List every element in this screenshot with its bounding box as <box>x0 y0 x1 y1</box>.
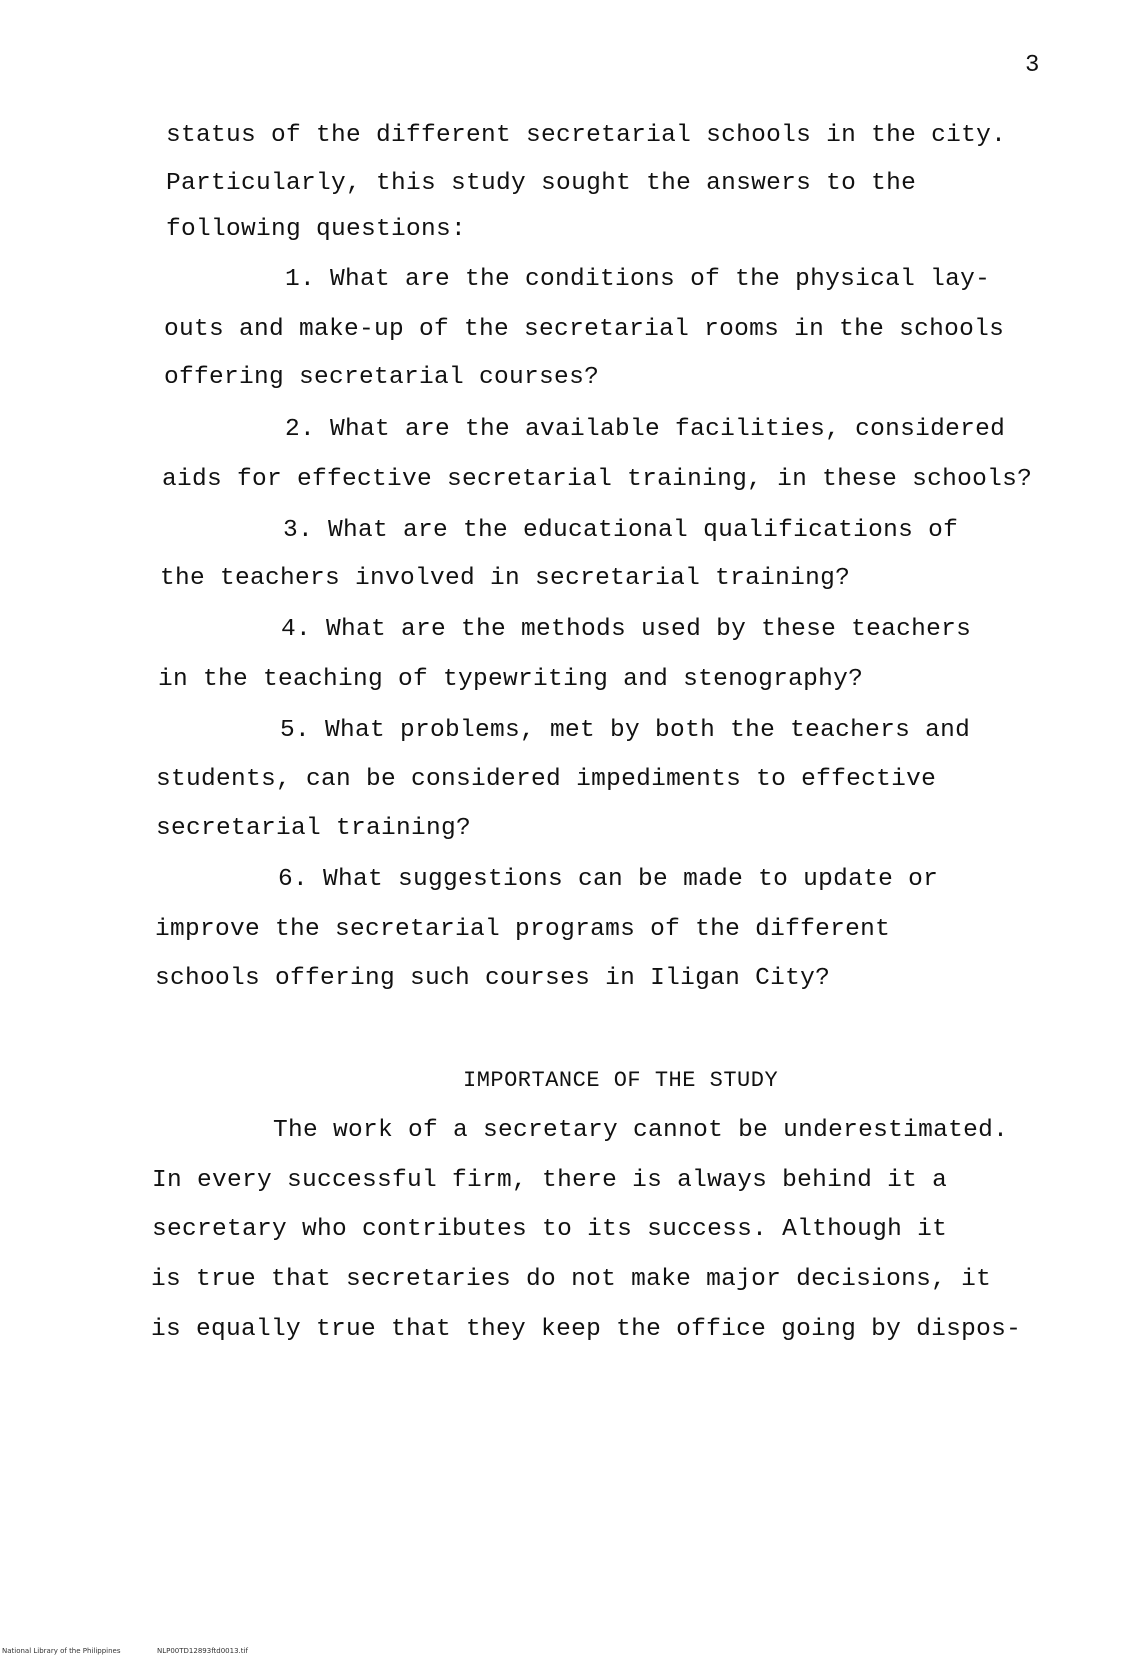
question-4-line-2: in the teaching of typewriting and stenography? <box>158 666 864 693</box>
importance-line-4: is true that secretaries do not make major decisions, it <box>151 1266 992 1293</box>
importance-line-1: The work of a secretary cannot be underestimated. <box>273 1117 1009 1144</box>
footer-library: National Library of the Philippines <box>2 1647 121 1655</box>
question-6-line-2: improve the secretarial programs of the different <box>155 916 891 943</box>
question-2-line-2: aids for effective secretarial training, in these schools? <box>162 466 1033 493</box>
section-heading: IMPORTANCE OF THE STUDY <box>463 1068 779 1093</box>
importance-line-3: secretary who contributes to its success. Although it <box>152 1216 948 1243</box>
importance-line-2: In every successful firm, there is always behind it a <box>152 1167 948 1194</box>
importance-line-5: is equally true that they keep the office going by dispos- <box>151 1316 1022 1343</box>
question-4-line-1: 4. What are the methods used by these teachers <box>281 616 972 643</box>
question-1-line-2: outs and make-up of the secretarial rooms in the schools <box>164 316 1005 343</box>
intro-line-1: status of the different secretarial schools in the city. <box>166 122 1007 149</box>
question-6-line-3: schools offering such courses in Iligan City? <box>155 965 831 992</box>
question-2-line-1: 2. What are the available facilities, considered <box>285 416 1006 443</box>
question-5-line-1: 5. What problems, met by both the teachers and <box>280 717 971 744</box>
intro-line-2: Particularly, this study sought the answers to the <box>166 170 917 197</box>
question-5-line-3: secretarial training? <box>156 815 472 842</box>
question-1-line-1: 1. What are the conditions of the physical lay- <box>285 266 991 293</box>
page-number: 3 <box>1025 52 1040 79</box>
question-1-line-3: offering secretarial courses? <box>164 364 600 391</box>
question-6-line-1: 6. What suggestions can be made to update or <box>278 866 939 893</box>
footer-file-id: NLP00TD12893ftd0013.tif <box>157 1647 248 1655</box>
intro-line-3: following questions: <box>166 216 467 243</box>
question-5-line-2: students, can be considered impediments to effective <box>156 766 937 793</box>
question-3-line-1: 3. What are the educational qualifications of <box>283 517 959 544</box>
question-3-line-2: the teachers involved in secretarial training? <box>160 565 851 592</box>
